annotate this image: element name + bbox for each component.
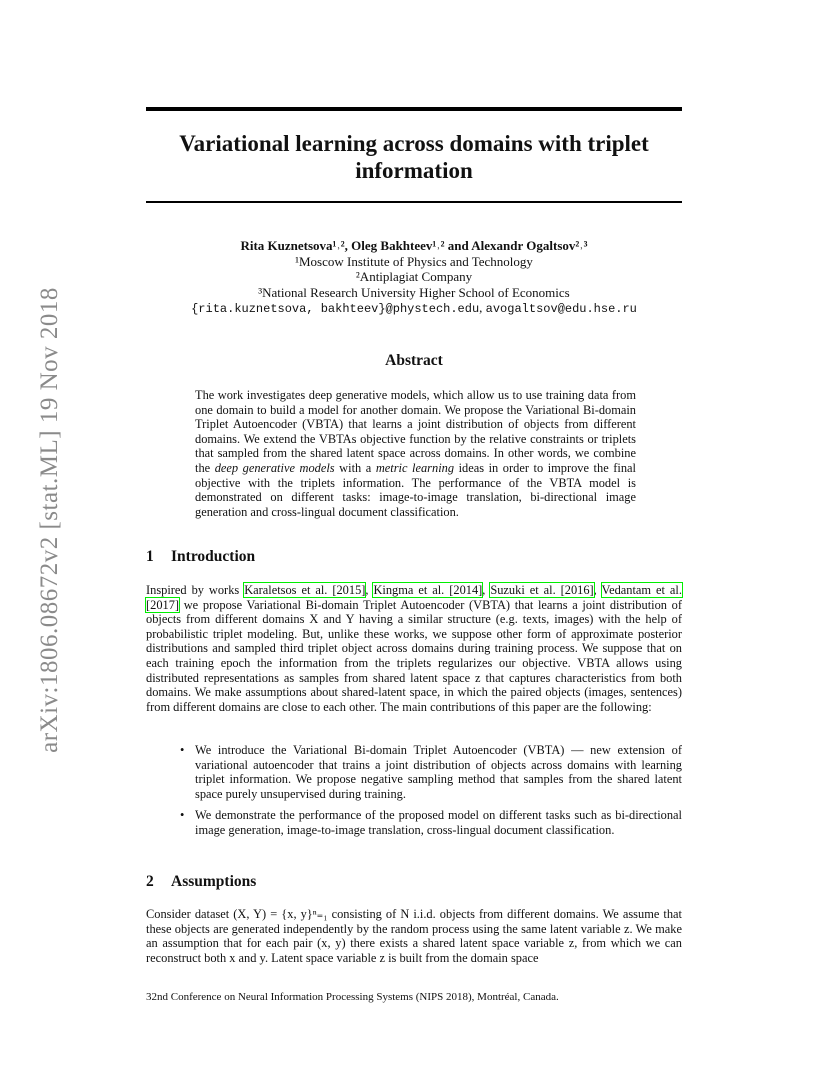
section-assumptions-heading: [146, 873, 256, 891]
citation-link[interactable]: Suzuki et al. [2016]: [490, 583, 594, 597]
arxiv-stamp: arXiv:1806.08672v2 [stat.ML] 19 Nov 2018: [36, 287, 63, 753]
abstract-em-2: metric learning: [375, 460, 455, 475]
bullet-icon: •: [180, 808, 185, 823]
abstract-body: [195, 388, 636, 519]
abstract-text-b: with a: [339, 460, 372, 475]
citation-link[interactable]: Vedantam et al. [2017]: [146, 583, 682, 612]
citation-link[interactable]: Kingma et al. [2014]: [373, 583, 483, 597]
citation-link[interactable]: Karaletsos et al. [2015]: [244, 583, 366, 597]
list-item-text: We introduce the Variational Bi-domain Triplet Autoencoder (VBTA) — new extension of variational autoencoder that trains a joint distribution of objects across domains with learning triplet information. We propose negative sampling method that samples from the shared latent space purely unsupervised during training.: [195, 743, 682, 801]
top-rule: [146, 107, 682, 111]
intro-paragraph: Inspired by works Karaletsos et al. [2015], Kingma et al. [2014], Suzuki et al. [2016], Vedantam et al. [2017] we propose Variational Bi-domain Triplet Autoencoder (VBTA) that learns a joint distribution of objects from different domains X and Y having a similar structure (e.g. texts, images) with the help of probabilistic triplet modeling. But, unlike these works, we suppose other form of approximate posterior distributions and sampled third triplet object across domains during training process. We suppose that on each training epoch the information from the triplets regularizes our objective. VBTA allows using distributed representations as samples from shared latent space z that captures characteristics from both domains. We make assumptions about shared-latent space, in which the paired objects (images, sentences) from different domains are close to each other. The main contributions of this paper are the following:: [146, 583, 682, 714]
title-bottom-rule: [146, 201, 682, 203]
abstract-heading: Abstract: [385, 352, 443, 369]
email-group-1: {rita.kuznetsova, bakhteev}@phystech.edu: [191, 302, 480, 316]
author-names: Rita Kuznetsova¹˒², Oleg Bakhteev¹˒² and Alexandr Ogaltsov²˒³: [240, 238, 588, 253]
section-title: Assumptions: [171, 873, 257, 890]
section-introduction-heading: [146, 548, 255, 566]
intro-text-start: Inspired by works: [146, 583, 240, 597]
section-number: 2: [146, 873, 154, 890]
list-item: [180, 743, 682, 801]
email-group-2: avogaltsov@edu.hse.ru: [485, 302, 637, 316]
list-item-text: We demonstrate the performance of the proposed model on different tasks such as bi-directional image generation, image-to-image translation, cross-lingual document classification.: [195, 808, 682, 837]
author-emails: [146, 300, 682, 318]
author-block: [146, 238, 682, 318]
affiliation-3: ³National Research University Higher School of Economics: [258, 284, 570, 300]
intro-text-rest: we propose Variational Bi-domain Triplet Autoencoder (VBTA) that learns a joint distribution of objects from different domains X and Y having a similar structure (e.g. texts, images) with the help of probabilistic triplet modeling. But, unlike these works, we suppose other form of approximate posterior distributions and sampled third triplet object across domains during training process. We suppose that on each training epoch the information from the triplets regularizes our objective. VBTA allows using distributed representations as samples from shared latent space z that captures characteristics from both domains. We make assumptions about shared-latent space, in which the paired objects (images, sentences) from different domains are close to each other. The main contributions of this paper are the following:: [146, 597, 682, 714]
bullet-icon: •: [180, 743, 185, 757]
abstract-text-a: The work investigates deep generative models, which allow us to use training data from one domain to build a model for another domain. We propose the Variational Bi-domain Triplet Autoencoder (VBTA) that learns a joint distribution of objects from different domains. We extend the VBTAs objective function by the relative constraints or triplets that sampled from the shared latent space across domains. In other words, we combine the: [195, 388, 636, 475]
list-item: [180, 808, 682, 837]
abstract-text-c: ideas in order to improve the final objective with the triplets information. The performance of the VBTA model is demonstrated on different tasks: image-to-image translation, bi-directional image generation and cross-lingual document classification.: [195, 460, 636, 519]
email-separator: ,: [479, 300, 483, 315]
section-title: Introduction: [171, 548, 256, 565]
assumptions-paragraph: Consider dataset (X, Y) = {x, y}ⁿ₌₁ consisting of N i.i.d. objects from different domains. We assume that these objects are generated independently by the random process using the same latent variable z. We make an assumption that for each pair (x, y) there exists a shared latent space variable z, from which we can reconstruct both x and y. Latent space variable z is built from the domain space: [146, 907, 682, 965]
affiliation-2: ²Antiplagiat Company: [355, 269, 473, 284]
abstract-em-1: deep generative models: [214, 460, 335, 475]
affiliation-1: ¹Moscow Institute of Physics and Technology: [295, 253, 533, 269]
section-number: 1: [146, 548, 154, 565]
footer-conference: 32nd Conference on Neural Information Processing Systems (NIPS 2018), Montréal, Canada.: [146, 991, 559, 1003]
paper-title: Variational learning across domains with triplet information: [179, 131, 649, 183]
contributions-list: [180, 743, 682, 845]
